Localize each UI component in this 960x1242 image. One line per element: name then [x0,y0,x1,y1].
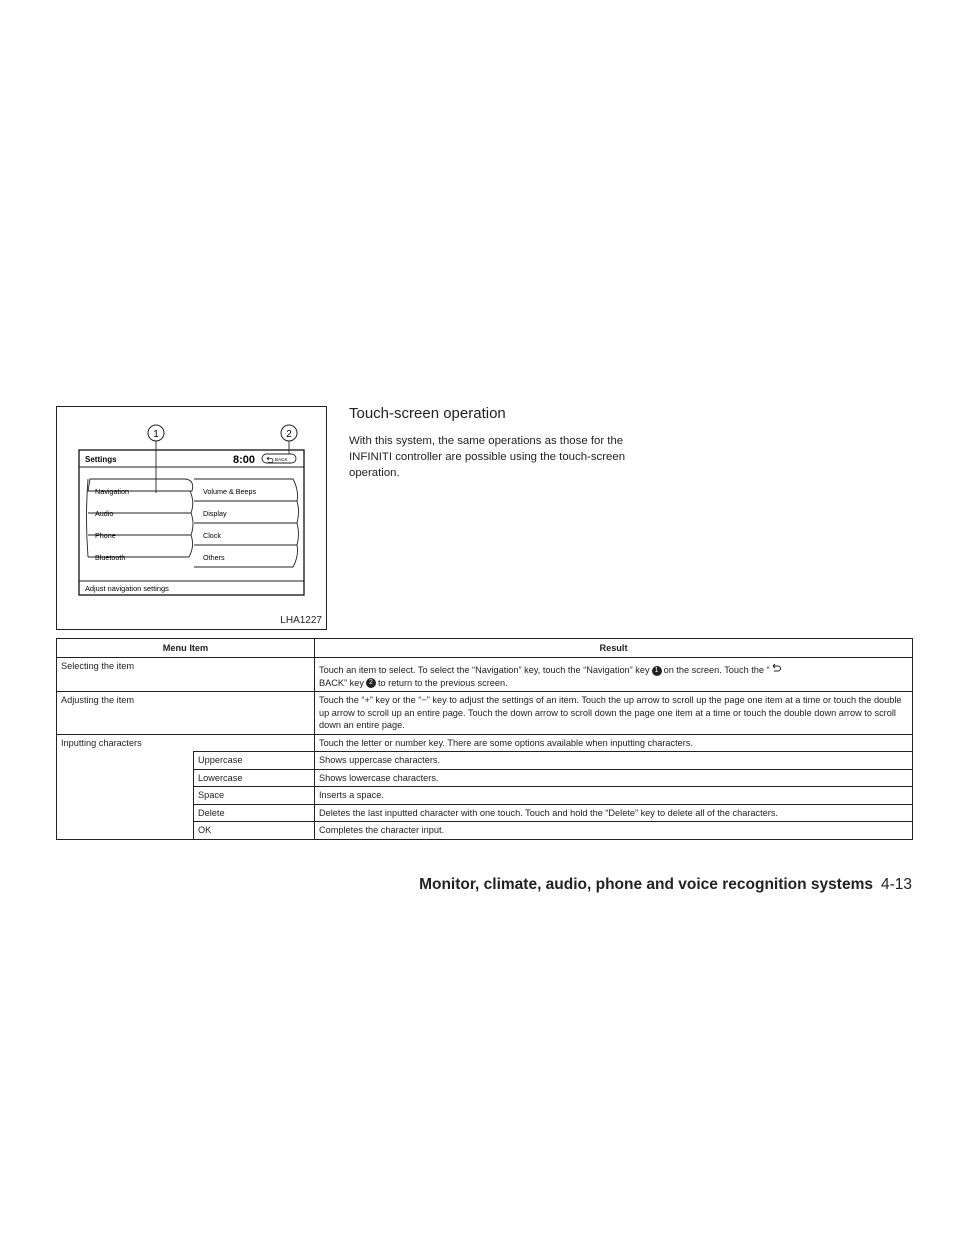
table-row [57,658,913,692]
menu-label-audio: Audio [95,509,114,518]
menu-label-phone: Phone [95,531,116,540]
menu-label-display: Display [203,509,227,518]
table-row [57,752,913,770]
callout-1-icon: 1 [652,666,662,676]
section-body: With this system, the same operations as those for the INFINITI controller are possible using the touch-screen operation. [349,435,626,479]
settings-screen-illustration [56,406,327,630]
row-result-selecting [315,658,913,692]
sub-result-lowercase: Shows lowercase characters. [315,769,913,787]
sub-label-uppercase: Uppercase [194,752,315,770]
menu-table [56,638,913,840]
sub-result-delete: Deletes the last inputted character with one touch. Touch and hold the “Delete” key to delete all of the characters. [315,804,913,822]
selecting-text-3: BACK” key [319,677,364,688]
sub-result-space: Inserts a space. [315,787,913,805]
screen-status-text: Adjust navigation settings [85,584,169,593]
callout-1-number: 1 [153,429,159,440]
table-header-row [57,639,913,658]
figure-code: LHA1227 [280,615,322,626]
row-result-inputting: Touch the letter or number key. There are some options available when inputting characters. [315,734,913,752]
sub-label-space: Space [194,787,315,805]
sub-label-delete: Delete [194,804,315,822]
table-row [57,692,913,735]
menu-label-volume: Volume & Beeps [203,487,257,496]
back-arrow-icon [770,663,782,673]
menu-label-navigation: Navigation [95,487,129,496]
menu-label-others: Others [203,553,225,562]
selecting-text-1: Touch an item to select. To select the “Navigation” key, touch the “Navigation” key [319,665,650,675]
header-result: Result [315,639,913,658]
row-result-adjusting: Touch the “+” key or the “−” key to adjust the settings of an item. Touch the up arrow to scroll up the page one item at a time or touch the double up arrow to scroll up an entire page. Touch the down arrow to scroll down the page one item at a time or touch the double down arrow to scroll down an entire page. [315,692,913,735]
page-footer [419,876,912,894]
table-row [57,734,913,752]
sub-result-uppercase: Shows uppercase characters. [315,752,913,770]
row-item-adjusting: Adjusting the item [57,692,315,735]
callout-2-icon: 2 [366,678,376,688]
callout-2-number: 2 [286,429,292,440]
selecting-text-4: to return to the previous screen. [377,677,508,688]
row-item-inputting: Inputting characters [57,734,315,752]
sub-label-ok: OK [194,822,315,840]
screen-clock: 8:00 [233,454,256,466]
menu-label-clock: Clock [203,531,221,540]
page-number: 4-13 [880,876,912,893]
screen-frame [79,450,304,595]
menu-label-bluetooth: Bluetooth [95,553,126,562]
header-menu-item: Menu Item [57,639,315,658]
row-item-selecting: Selecting the item [57,658,315,692]
settings-screen-drawing [57,407,328,631]
back-button-label: BACK [275,457,288,463]
section-title: Touch-screen operation [349,405,506,422]
sub-items-spacer [57,752,194,840]
sub-label-lowercase: Lowercase [194,769,315,787]
sub-result-ok: Completes the character input. [315,822,913,840]
screen-title: Settings [85,455,117,464]
selecting-text-2: on the screen. Touch the “ [663,665,770,675]
footer-section-title: Monitor, climate, audio, phone and voice recognition systems [419,876,873,893]
